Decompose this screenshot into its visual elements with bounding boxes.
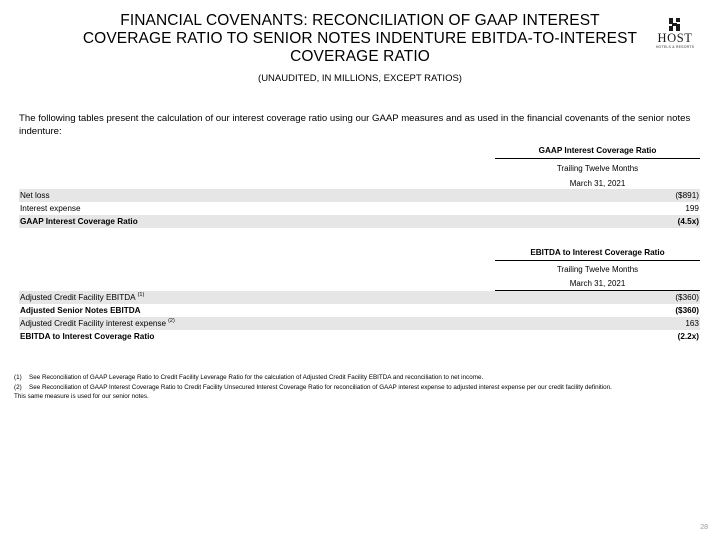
footnote-number: (2) xyxy=(14,383,22,391)
row-label: GAAP Interest Coverage Ratio xyxy=(20,217,138,226)
table-row xyxy=(19,202,700,215)
table-header: EBITDA to Interest Coverage Ratio xyxy=(530,248,665,257)
table-row xyxy=(19,189,700,202)
table-row xyxy=(19,304,700,317)
page-number: 28 xyxy=(700,524,708,531)
footnote-text: See Reconciliation of GAAP Interest Coverage Ratio to Credit Facility Unsecured Interest Coverage Ratio for reconciliation of GAAP interest expense to adjusted interest expense per our credit facility definition. xyxy=(29,383,612,391)
table-row xyxy=(19,330,700,343)
footnote-text: See Reconciliation of GAAP Leverage Ratio to Credit Facility Leverage Ratio for the calculation of Adjusted Credit Facility EBITDA and reconciliation to net income. xyxy=(29,374,484,381)
footnotes xyxy=(14,373,704,402)
row-label: EBITDA to Interest Coverage Ratio xyxy=(20,332,155,341)
row-value: (4.5x) xyxy=(677,217,699,226)
footnote-number: (1) xyxy=(14,374,22,381)
row-value: ($891) xyxy=(675,191,699,200)
period-date: March 31, 2021 xyxy=(569,279,626,288)
table-header: GAAP Interest Coverage Ratio xyxy=(538,146,657,155)
header-rule xyxy=(495,158,700,159)
row-label: Interest expense xyxy=(20,204,81,213)
page-title: FINANCIAL COVENANTS: RECONCILIATION OF GAAP INTEREST COVERAGE RATIO TO SENIOR NOTES INDENTURE EBITDA-TO-INTEREST COVERAGE RATIO xyxy=(82,12,638,65)
logo-wordmark: HOST xyxy=(657,31,693,45)
row-label: Adjusted Credit Facility EBITDA $^{(1)}$ xyxy=(20,292,145,302)
footnote-continuation: This same measure is used for our senior notes. xyxy=(14,393,149,400)
row-value: 163 xyxy=(685,319,699,328)
period-date: March 31, 2021 xyxy=(569,179,626,188)
host-logo-mark-icon xyxy=(669,18,681,32)
table-row xyxy=(19,317,700,330)
row-value: ($360) xyxy=(675,306,699,315)
row-value: 199 xyxy=(685,204,699,213)
row-label: Adjusted Credit Facility interest expense $^{(2)}$ xyxy=(20,318,175,328)
footnote xyxy=(14,383,704,393)
row-label: Net loss xyxy=(20,191,50,200)
footnote-ref: (2) xyxy=(168,318,175,324)
row-label: Adjusted Senior Notes EBITDA xyxy=(20,306,141,315)
table-row xyxy=(19,291,700,304)
logo-tagline: HOTELS & RESORTS xyxy=(655,45,695,49)
period-label: Trailing Twelve Months xyxy=(556,164,639,173)
host-logo xyxy=(650,16,700,50)
footnote xyxy=(14,373,704,383)
row-value: ($360) xyxy=(675,293,699,302)
page-subtitle: (UNAUDITED, IN MILLIONS, EXCEPT RATIOS) xyxy=(258,73,462,84)
period-label: Trailing Twelve Months xyxy=(556,265,639,274)
footnote-ref: (1) xyxy=(137,292,145,298)
intro-paragraph: The following tables present the calculation of our interest coverage ratio using our GAAP measures and as used in the financial covenants of the senior notes indenture: xyxy=(19,113,691,137)
header-rule xyxy=(495,260,700,261)
row-value: (2.2x) xyxy=(677,332,699,341)
table-row xyxy=(19,215,700,228)
